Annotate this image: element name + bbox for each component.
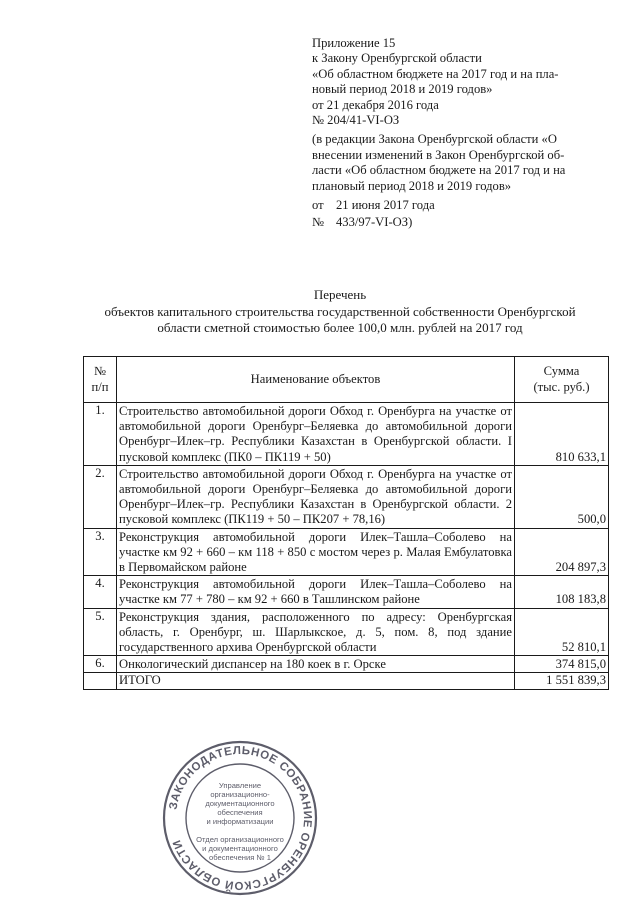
row-sum: 52 810,1 <box>515 608 609 656</box>
title-line: области сметной стоимостью более 100,0 млн. рублей на 2017 год <box>157 320 523 335</box>
row-sum: 374 815,0 <box>515 656 609 673</box>
row-name <box>117 465 515 528</box>
stamp-inner-text <box>196 781 284 862</box>
date-value: 21 июня 2017 года <box>336 198 435 213</box>
title-line: объектов капитального строительства государственной собственности Оренбургской <box>104 303 576 319</box>
official-seal-stamp <box>160 738 320 898</box>
row-sum: 108 183,8 <box>515 576 609 608</box>
row-name <box>117 403 515 466</box>
appendix-line: плановый период 2018 и 2019 годов» <box>312 178 512 193</box>
appendix-line: Приложение 15 <box>312 36 396 50</box>
row-name-text: Строительство автомобильной дороги Обход г. Оренбурга на участке от автомобильной дороги Оренбург–Беляевка до автомобильной дороги Оренбург–Илек–гр. Республики Казахстан в Оренбургской области. I пусковой комплекс (ПК0 – ПК119 + 50) <box>119 404 512 464</box>
row-sum: 810 633,1 <box>515 403 609 466</box>
row-num: 4. <box>84 576 117 608</box>
row-name <box>117 656 515 673</box>
header-name: Наименование объектов <box>117 357 515 403</box>
amendment-date-row <box>312 198 612 213</box>
appendix-line: «Об областном бюджете на 2017 год и на пла- <box>312 66 559 81</box>
stamp-text-line: обеспечения № 1 <box>209 853 271 862</box>
number-value: 433/97-VI-ОЗ) <box>336 215 413 230</box>
row-name <box>117 608 515 656</box>
table-row <box>84 656 609 673</box>
header-sum: Сумма (тыс. руб.) <box>515 357 609 403</box>
appendix-line: (в редакции Закона Оренбургской области «О <box>312 132 557 147</box>
appendix-line: ласти «Об областном бюджете на 2017 год и на <box>312 163 566 178</box>
header-num: № п/п <box>84 357 117 403</box>
appendix-header <box>312 36 612 231</box>
row-name-text: Реконструкция здания, расположенного по адресу: Оренбургская область, г. Оренбург, ш. Шарлыкское, д. 5, пом. 8, под здание государственного архива Оренбургской области <box>119 609 512 655</box>
row-name-text: Строительство автомобильной дороги Обход г. Оренбурга на участке от автомобильной дороги Оренбург–Беляевка до автомобильной дороги Оренбург–Илек–гр. Республики Казахстан в Оренбургской области. 2 пусковой комплекс (ПК119 + 50 – ПК207 + 78,16) <box>119 466 512 527</box>
row-name <box>117 528 515 576</box>
row-num: 5. <box>84 608 117 656</box>
stamp-text-line: обеспечения <box>217 808 263 817</box>
table-total-row <box>84 673 609 689</box>
row-num: 2. <box>84 465 117 528</box>
stamp-text-line: и документационного <box>202 844 278 853</box>
row-name <box>117 576 515 608</box>
table-row <box>84 465 609 528</box>
table-row <box>84 403 609 466</box>
row-num: 1. <box>84 403 117 466</box>
row-name-text: Онкологический диспансер на 180 коек в г. Орске <box>119 657 386 672</box>
table-row <box>84 576 609 608</box>
stamp-text-line: Управление <box>218 781 262 790</box>
table-row <box>84 528 609 576</box>
appendix-line: внесении изменений в Закон Оренбургской об- <box>312 147 565 162</box>
row-sum: 500,0 <box>515 465 609 528</box>
row-name-text: Реконструкция автомобильной дороги Илек–Ташла–Соболево на участке км 77 + 780 – км 92 + 660 в Ташлинском районе <box>119 577 512 607</box>
stamp-text-line: Отдел организационного <box>196 835 284 844</box>
date-label: от <box>312 198 324 213</box>
row-name-text: Реконструкция автомобильной дороги Илек–Ташла–Соболево на участке км 92 + 660 – км 118 + 850 с мостом через р. Малая Ембулатовка в Первомайском районе <box>119 529 512 575</box>
table-header-row <box>84 357 609 403</box>
appendix-line: от 21 декабря 2016 года <box>312 97 439 112</box>
stamp-text-line: документационного <box>205 799 275 808</box>
table-row <box>84 608 609 656</box>
amendment-number-row <box>312 215 612 230</box>
total-num-cell <box>84 673 117 689</box>
appendix-line: № 204/41-VI-ОЗ <box>312 113 400 128</box>
title-heading: Перечень <box>313 287 367 302</box>
stamp-ring-text: ЗАКОНОДАТЕЛЬНОЕ СОБРАНИЕ ОРЕНБУРГСКОЙ ОБЛАСТИ <box>167 744 314 892</box>
objects-table <box>83 356 609 690</box>
appendix-line: новый период 2018 и 2019 годов» <box>312 82 493 97</box>
row-sum: 204 897,3 <box>515 528 609 576</box>
appendix-line: к Закону Оренбургской области <box>312 51 482 66</box>
total-label: ИТОГО <box>117 673 515 689</box>
row-num: 3. <box>84 528 117 576</box>
total-sum: 1 551 839,3 <box>515 673 609 689</box>
stamp-text-line: и информатизации <box>206 817 274 826</box>
number-label: № <box>312 215 325 230</box>
row-num: 6. <box>84 656 117 673</box>
stamp-text-line: организационно- <box>210 790 270 799</box>
document-title <box>40 287 640 337</box>
